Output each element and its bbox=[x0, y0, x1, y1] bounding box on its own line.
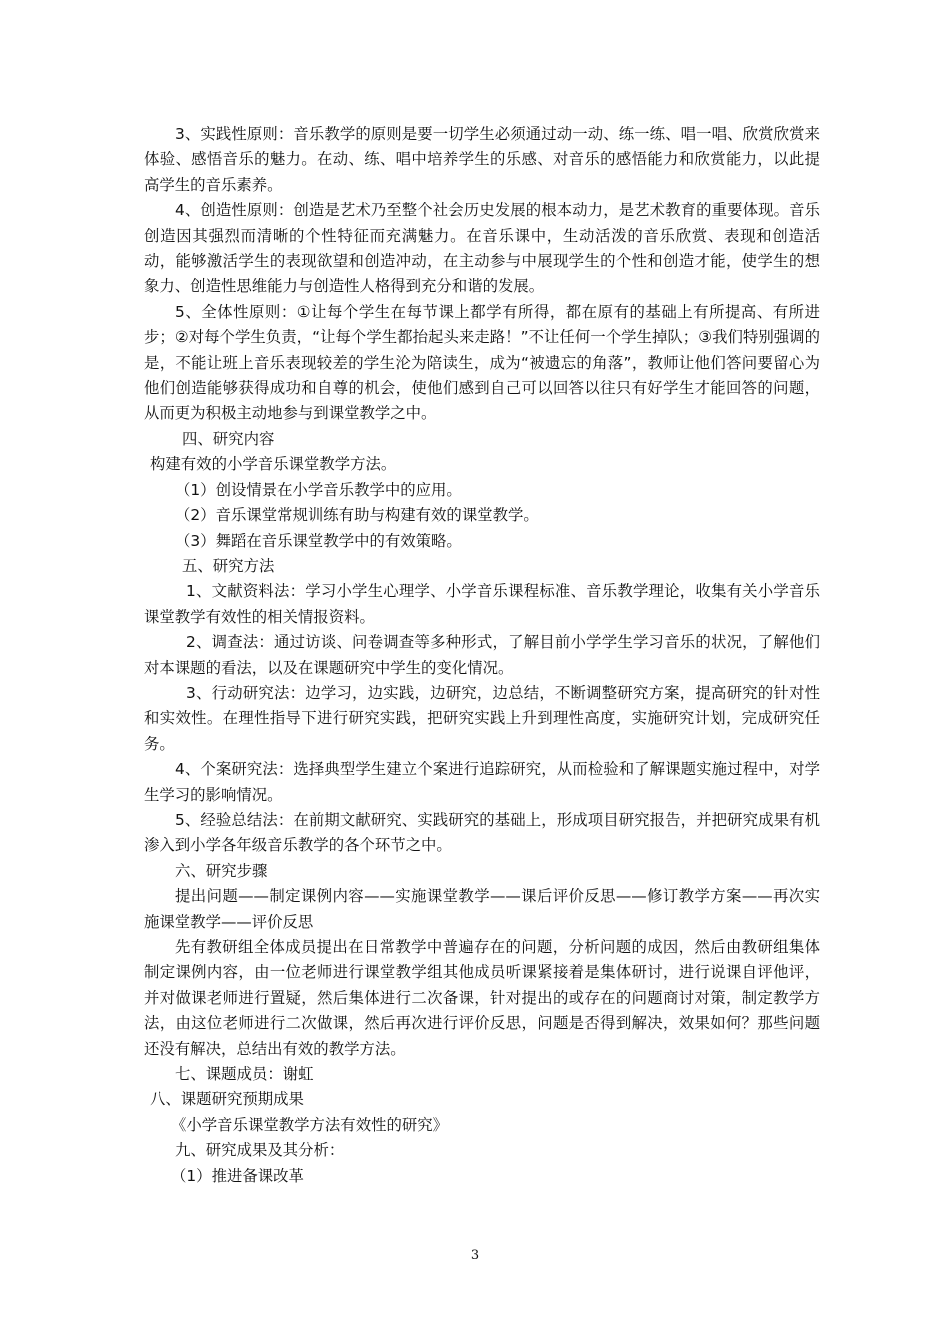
list-item-content-3: （3）舞蹈在音乐课堂教学中的有效策略。 bbox=[175, 531, 462, 550]
heading-research-content: 四、研究内容 bbox=[182, 429, 275, 448]
heading-results-analysis: 九、研究成果及其分析： bbox=[175, 1141, 345, 1160]
list-item-content-2: （2）音乐课堂常规训练有助与构建有效的课堂教学。 bbox=[175, 506, 539, 525]
paragraph-whole-class-principle: 5、全体性原则：①让每个学生在每节课上都学有所得，都在原有的基础上有所提高、有所进步；②对每个学生负责，“让每个学生都抬起头来走路！”不让任何一个学生掉队；③我们特别强调的是，不能让班上音乐表现较差的学生沦为陪读生，成为“被遗忘的角落”，教师让他们答问要留心为他们创造能够获得成功和自尊的机会，使他们感到自己可以回答以往只有好学生才能回答的问题，从而更为积极主动地参与到课堂教学之中。 bbox=[144, 302, 820, 423]
body-text bbox=[144, 122, 820, 1189]
paragraph-research-content: 构建有效的小学音乐课堂教学方法。 bbox=[150, 455, 397, 474]
heading-research-steps: 六、研究步骤 bbox=[175, 861, 268, 880]
paragraph-method-case-study: 4、个案研究法：选择典型学生建立个案进行追踪研究，从而检验和了解课题实施过程中，对学生学习的影响情况。 bbox=[144, 760, 820, 804]
paragraph-expected-result-title: 《小学音乐课堂教学方法有效性的研究》 bbox=[171, 1115, 449, 1134]
paragraph-method-literature: 1、文献资料法：学习小学生心理学、小学音乐课程标准、音乐教学理论，收集有关小学音乐课堂教学有效性的相关情报资料。 bbox=[144, 582, 820, 626]
heading-members: 七、课题成员：谢虹 bbox=[175, 1065, 314, 1084]
paragraph-practice-principle: 3、实践性原则：音乐教学的原则是要一切学生必须通过动一动、练一练、唱一唱、欣赏欣赏来体验、感悟音乐的魅力。在动、练、唱中培养学生的乐感、对音乐的感悟能力和欣赏能力，以此提高学生的音乐素养。 bbox=[144, 125, 820, 194]
paragraph-steps-flow: 提出问题——制定课例内容——实施课堂教学——课后评价反思——修订教学方案——再次实施课堂教学——评价反思 bbox=[144, 887, 820, 931]
heading-research-methods: 五、研究方法 bbox=[182, 556, 275, 575]
paragraph-method-survey: 2、调查法：通过访谈、问卷调查等多种形式，了解目前小学学生学习音乐的状况，了解他们对本课题的看法，以及在课题研究中学生的变化情况。 bbox=[144, 633, 820, 677]
paragraph-steps-detail: 先有教研组全体成员提出在日常教学中普遍存在的问题，分析问题的成因，然后由教研组集体制定课例内容，由一位老师进行课堂教学组其他成员听课紧接着是集体研讨，进行说课自评他评，并对做课老师进行置疑，然后集体进行二次备课，针对提出的或存在的问题商讨对策，制定教学方法，由这位老师进行二次做课，然后再次进行评价反思，问题是否得到解决，效果如何？那些问题还没有解决，总结出有效的教学方法。 bbox=[144, 938, 820, 1058]
heading-expected-results: 八、课题研究预期成果 bbox=[150, 1090, 304, 1109]
list-item-content-1: （1）创设情景在小学音乐教学中的应用。 bbox=[175, 480, 462, 499]
paragraph-creativity-principle: 4、创造性原则：创造是艺术乃至整个社会历史发展的根本动力，是艺术教育的重要体现。音乐创造因其强烈而清晰的个性特征而充满魅力。在音乐课中，生动活泼的音乐欣赏、表现和创造活动，能够激活学生的表现欲望和创造冲动，在主动参与中展现学生的个性和创造才能，使学生的想象力、创造性思维能力与创造性人格得到充分和谐的发展。 bbox=[144, 201, 820, 296]
list-item-results-1: （1）推进备课改革 bbox=[171, 1166, 304, 1185]
paragraph-method-action-research: 3、行动研究法：边学习，边实践，边研究，边总结，不断调整研究方案，提高研究的针对性和实效性。在理性指导下进行研究实践，把研究实践上升到理性高度，实施研究计划，完成研究任务。 bbox=[144, 683, 820, 753]
paragraph-method-experience: 5、经验总结法：在前期文献研究、实践研究的基础上，形成项目研究报告，并把研究成果有机渗入到小学各年级音乐教学的各个环节之中。 bbox=[144, 810, 820, 855]
page-number: 3 bbox=[470, 1248, 480, 1263]
